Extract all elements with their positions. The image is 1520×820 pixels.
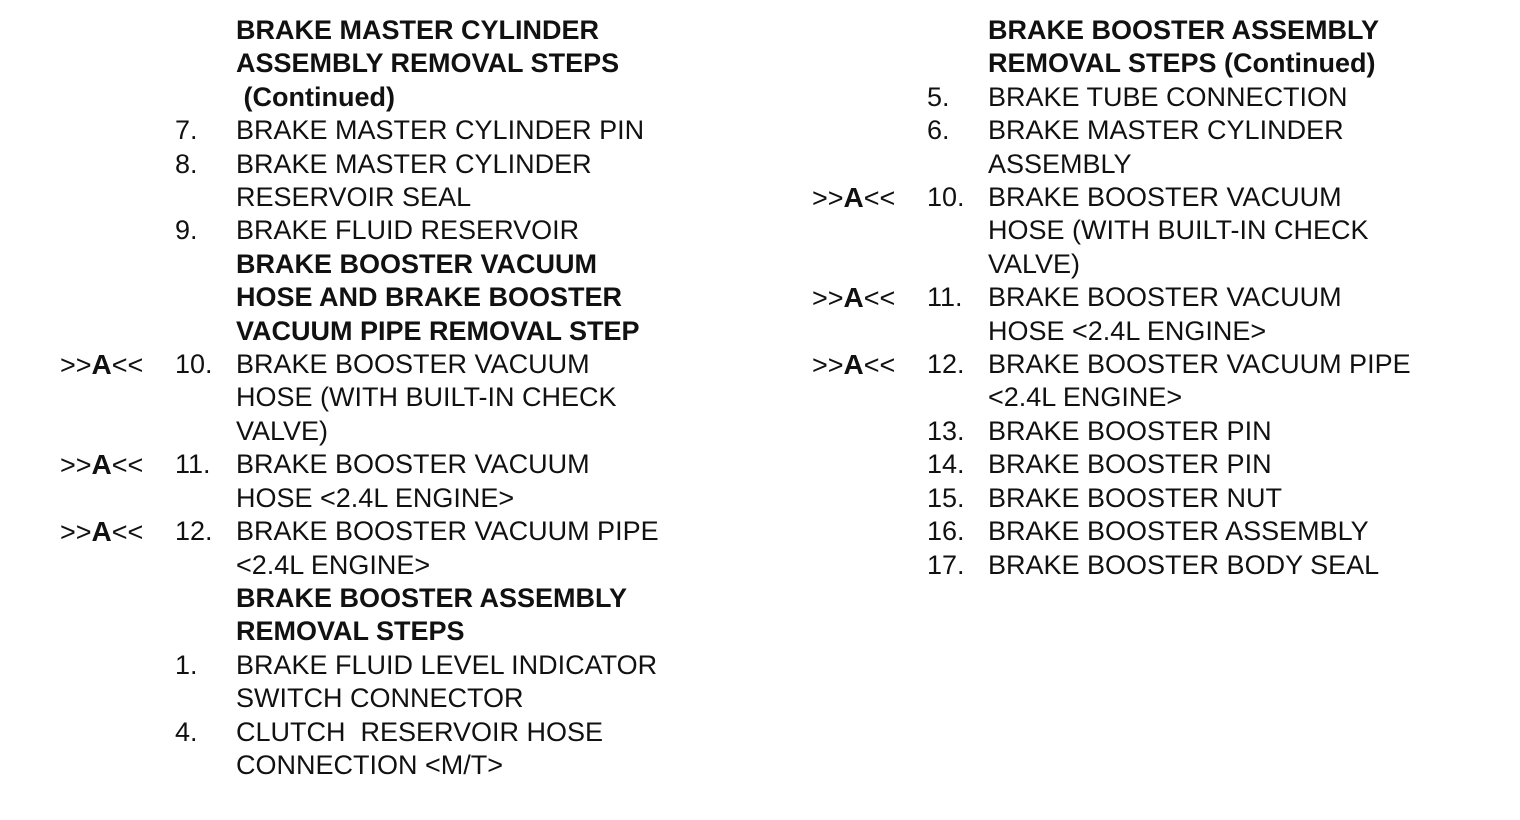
heading-line: VACUUM PIPE REMOVAL STEP <box>236 315 640 346</box>
step-text: SWITCH CONNECTOR <box>236 683 524 714</box>
step-item-7 <box>0 114 740 147</box>
left-column <box>0 14 740 782</box>
step-text: <2.4L ENGINE> <box>988 382 1183 413</box>
step-text: BRAKE MASTER CYLINDER PIN <box>236 115 645 146</box>
step-text: HOSE (WITH BUILT-IN CHECK <box>988 215 1369 246</box>
section-heading-booster-assembly <box>0 582 740 649</box>
step-item-11 <box>0 448 740 515</box>
step-text: BRAKE MASTER CYLINDER <box>236 148 592 179</box>
step-item-17 <box>752 549 1512 582</box>
step-item-13 <box>752 415 1512 448</box>
service-point-marker: >>A<< <box>812 349 896 381</box>
heading-line: BRAKE BOOSTER ASSEMBLY <box>988 15 1380 45</box>
step-number: 6. <box>927 115 950 146</box>
step-text: VALVE) <box>988 248 1081 279</box>
step-text: BRAKE BOOSTER VACUUM PIPE <box>988 349 1411 380</box>
step-text: BRAKE BOOSTER PIN <box>988 415 1272 446</box>
step-text: BRAKE FLUID LEVEL INDICATOR <box>236 649 658 680</box>
step-number: 14. <box>927 449 965 480</box>
step-text: HOSE <2.4L ENGINE> <box>236 482 515 513</box>
step-text: BRAKE MASTER CYLINDER <box>988 115 1344 146</box>
service-point-marker: >>A<< <box>812 282 896 314</box>
step-text: BRAKE BOOSTER VACUUM <box>988 182 1342 213</box>
step-number: 10. <box>927 182 965 213</box>
step-item-12 <box>752 348 1512 415</box>
step-text: BRAKE BOOSTER PIN <box>988 449 1272 480</box>
step-text: <2.4L ENGINE> <box>236 549 431 580</box>
step-item-15 <box>752 482 1512 515</box>
step-item-16 <box>752 515 1512 548</box>
step-number: 5. <box>927 81 950 112</box>
service-point-marker: >>A<< <box>60 516 144 548</box>
step-item-10 <box>752 181 1512 281</box>
heading-line: BRAKE MASTER CYLINDER <box>236 15 600 45</box>
section-heading-booster-assembly-continued <box>752 14 1512 81</box>
step-number: 1. <box>175 649 198 680</box>
step-text: RESERVOIR SEAL <box>236 182 472 213</box>
step-text: BRAKE BOOSTER VACUUM PIPE <box>236 516 659 547</box>
service-point-marker: >>A<< <box>60 449 144 481</box>
step-number: 16. <box>927 516 965 547</box>
heading-line: BRAKE BOOSTER ASSEMBLY <box>236 582 628 613</box>
section-heading-master-cylinder-continued <box>0 14 740 114</box>
step-number: 11. <box>927 282 963 313</box>
step-item-9 <box>0 214 740 247</box>
heading-line: HOSE AND BRAKE BOOSTER <box>236 282 623 313</box>
step-number: 17. <box>927 549 965 580</box>
step-text: BRAKE BOOSTER VACUUM <box>236 449 590 480</box>
step-item-11 <box>752 281 1512 348</box>
step-text: CONNECTION <M/T> <box>236 749 504 780</box>
step-text: VALVE) <box>236 415 329 446</box>
service-point-marker: >>A<< <box>812 182 896 214</box>
step-number: 13. <box>927 415 965 446</box>
section-heading-vacuum-hose-pipe <box>0 248 740 348</box>
right-column <box>752 14 1512 582</box>
step-text: HOSE <2.4L ENGINE> <box>988 315 1267 346</box>
step-number: 8. <box>175 148 198 179</box>
step-item-14 <box>752 448 1512 481</box>
step-text: BRAKE BOOSTER BODY SEAL <box>988 549 1380 580</box>
heading-line: ASSEMBLY REMOVAL STEPS <box>236 48 620 79</box>
step-number: 7. <box>175 115 198 146</box>
service-point-marker: >>A<< <box>60 349 144 381</box>
step-text: BRAKE BOOSTER VACUUM <box>988 282 1342 313</box>
step-text: BRAKE BOOSTER VACUUM <box>236 349 590 380</box>
step-number: 10. <box>175 349 213 380</box>
step-text: BRAKE BOOSTER NUT <box>988 482 1283 513</box>
step-item-1 <box>0 649 740 716</box>
heading-line: REMOVAL STEPS (Continued) <box>988 48 1376 79</box>
step-number: 9. <box>175 215 198 246</box>
step-text: BRAKE BOOSTER ASSEMBLY <box>988 516 1369 547</box>
step-text: BRAKE FLUID RESERVOIR <box>236 215 580 246</box>
step-text: ASSEMBLY <box>988 148 1132 179</box>
heading-line: BRAKE BOOSTER VACUUM <box>236 248 598 279</box>
step-number: 12. <box>175 516 213 547</box>
heading-line: (Continued) <box>236 81 395 112</box>
step-text: BRAKE TUBE CONNECTION <box>988 81 1348 112</box>
heading-line: REMOVAL STEPS <box>236 616 465 647</box>
step-number: 4. <box>175 716 198 747</box>
step-item-10 <box>0 348 740 448</box>
step-item-8 <box>0 148 740 215</box>
step-text: CLUTCH RESERVOIR HOSE <box>236 716 604 747</box>
step-item-5 <box>752 81 1512 114</box>
step-item-4 <box>0 716 740 783</box>
step-text: HOSE (WITH BUILT-IN CHECK <box>236 382 617 413</box>
step-number: 15. <box>927 482 965 513</box>
step-item-12 <box>0 515 740 582</box>
step-number: 11. <box>175 449 211 480</box>
step-number: 12. <box>927 349 965 380</box>
step-item-6 <box>752 114 1512 181</box>
